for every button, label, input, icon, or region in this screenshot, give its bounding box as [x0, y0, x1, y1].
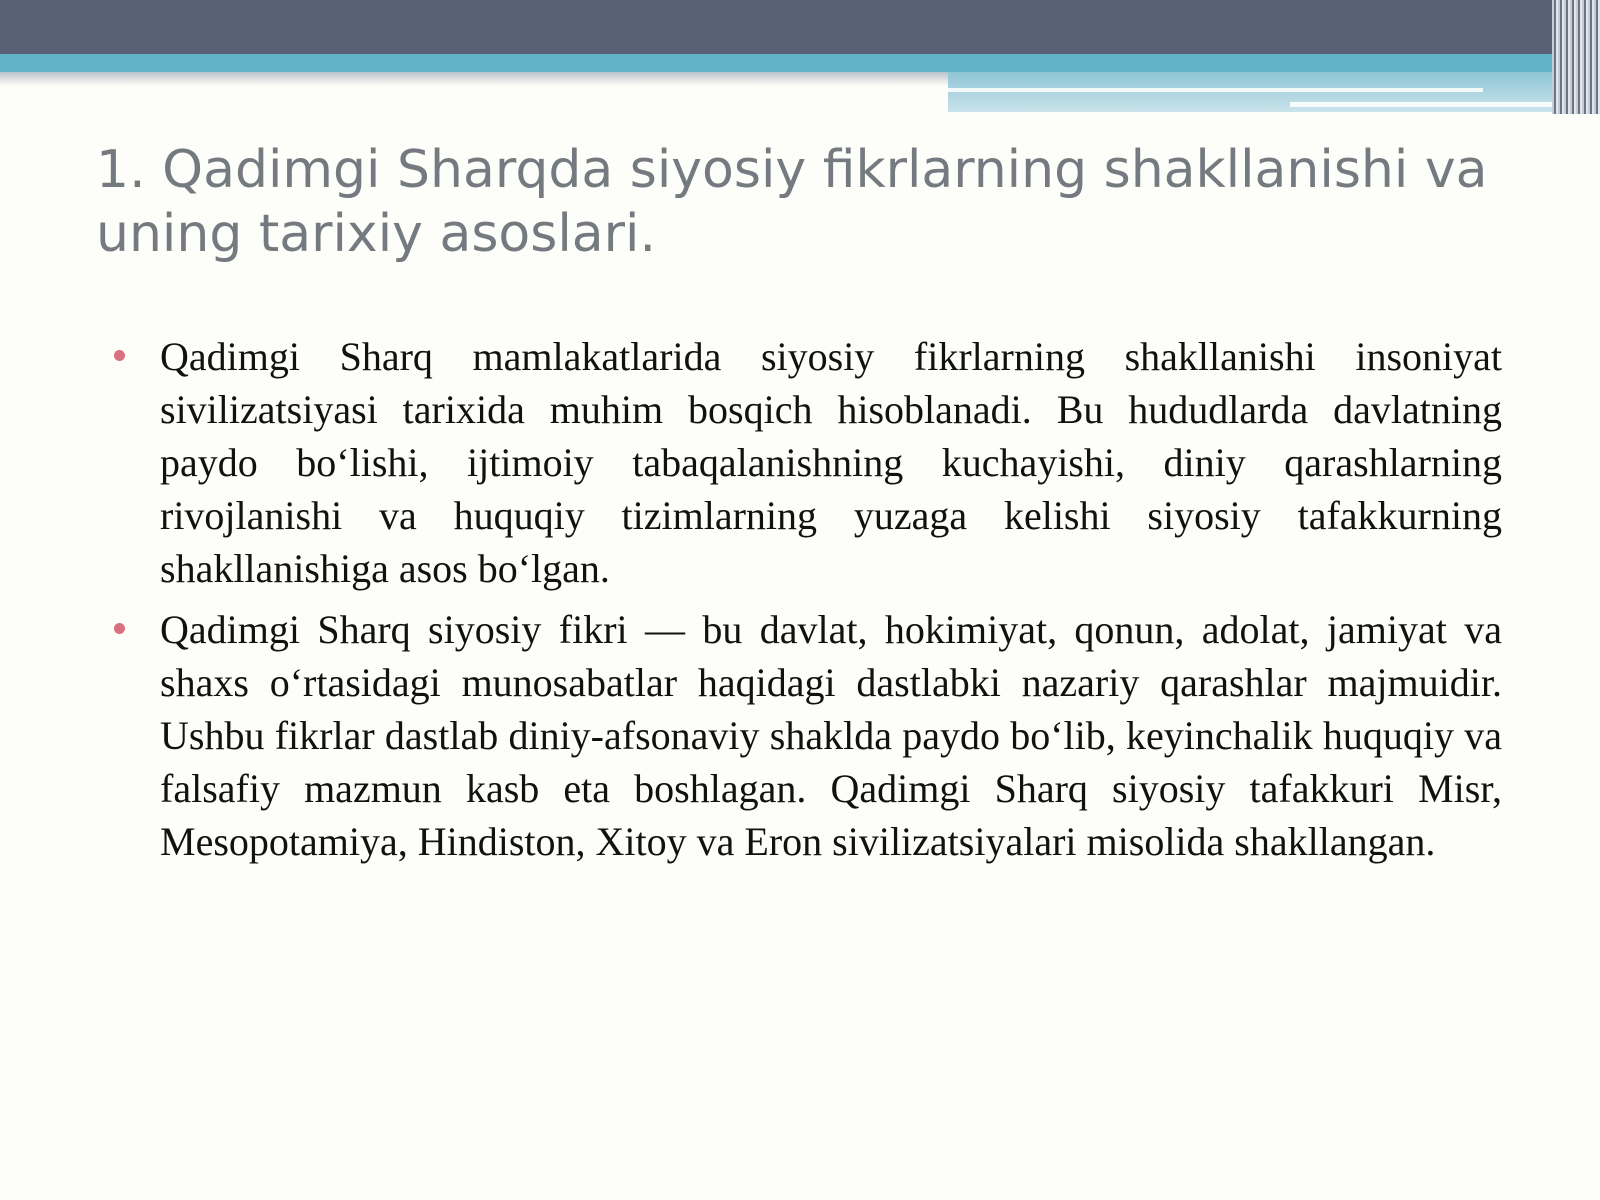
- header-stripes-decoration: [1552, 0, 1600, 114]
- slide-title: 1. Qadimgi Sharqda siyosiy fikrlarning shakllanishi va uning tarixiy asoslari.: [96, 140, 1488, 264]
- bullet-dot-icon: [114, 350, 125, 361]
- bullet-text: Qadimgi Sharq mamlakatlarida siyosiy fikrlarning shakllanishi insoniyat sivilizatsiyasi tarixida muhim bosqich hisoblanadi. Bu hududlarda davlatning paydo bo‘lishi, ijtimoiy tabaqalanishning kuchayishi, diniy qarashlarning rivojlanishi va huquqiy tizimlarning yuzaga kelishi siyosiy tafakkurning shakllanishiga asos bo‘lgan.: [160, 334, 1502, 591]
- header-accent-line: [948, 88, 1483, 92]
- header-accent-line-short: [1290, 102, 1570, 107]
- bullet-item: [114, 603, 1502, 868]
- bullet-item: [114, 330, 1502, 595]
- bullet-list: [114, 330, 1502, 876]
- header-band-teal: [0, 54, 1560, 72]
- bullet-dot-icon: [114, 623, 125, 634]
- header-band-dark: [0, 0, 1600, 54]
- bullet-text: Qadimgi Sharq siyosiy fikri — bu davlat, hokimiyat, qonun, adolat, jamiyat va shaxs o‘rtasidagi munosabatlar haqidagi dastlabki nazariy qarashlar majmuidir. Ushbu fikrlar dastlab diniy-afsonaviy shaklda paydo bo‘lib, keyinchalik huquqiy va falsafiy mazmun kasb eta boshlagan. Qadimgi Sharq siyosiy tafakkuri Misr, Mesopotamiya, Hindiston, Xitoy va Eron sivilizatsiyalari misolida shakllangan.: [160, 607, 1502, 864]
- header-band-shadow: [0, 72, 948, 86]
